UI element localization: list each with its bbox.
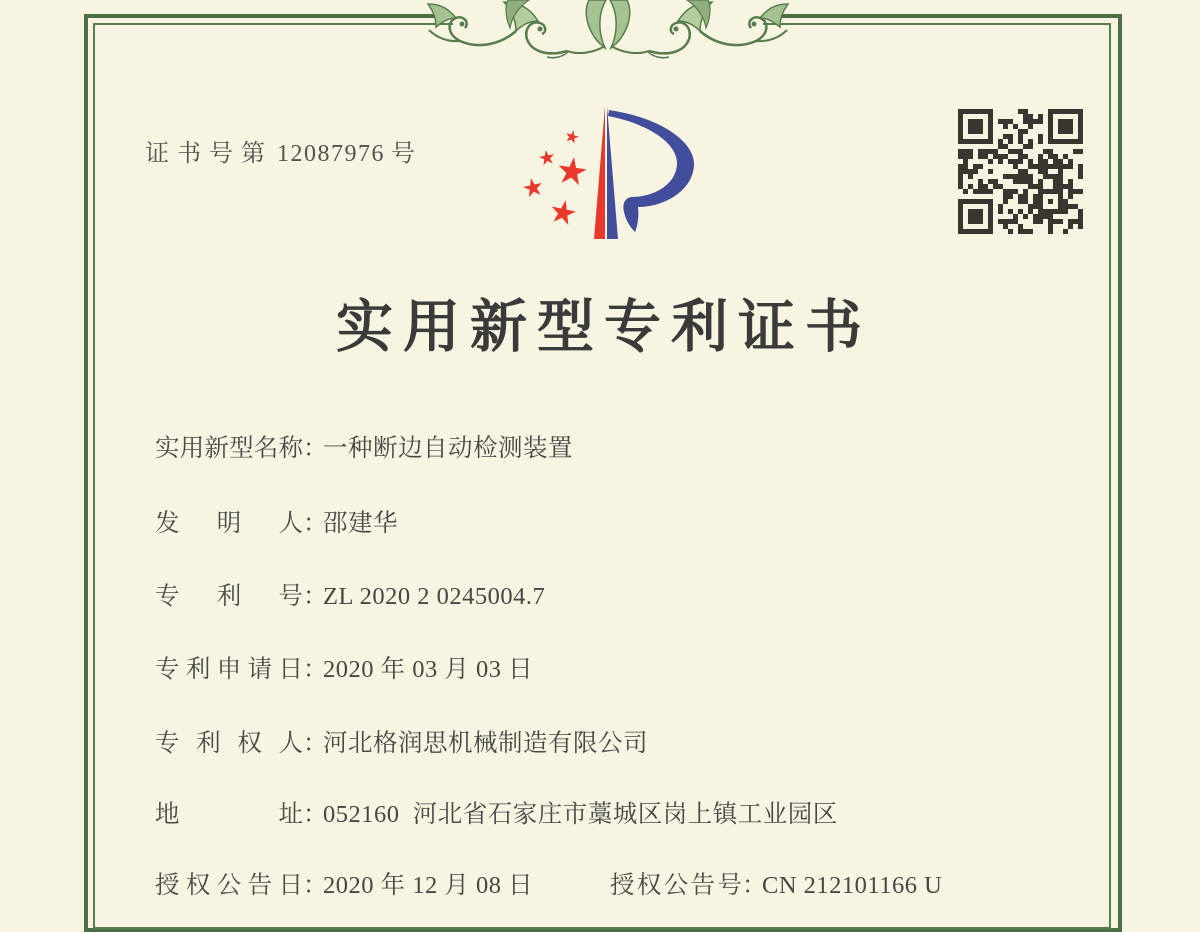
field-row-address [155, 800, 838, 832]
field-colon: ： [303, 583, 328, 610]
field-colon: ： [303, 510, 328, 537]
field-label: 授 权 公 告 日 [155, 872, 303, 899]
cnipa-logo [520, 98, 700, 243]
field-row-filing-date [155, 655, 533, 687]
field-label: 专 利 申 请 日 [155, 656, 303, 683]
field-value: ZL 2020 2 0245004.7 [323, 583, 546, 610]
field-value: 2020 年 03 月 03 日 [323, 656, 534, 683]
field-row-inventor [155, 509, 398, 541]
field-label: 发 明 人 [155, 510, 303, 537]
field-value: 一种断边自动检测装置 [323, 435, 573, 462]
field-value: CN 212101166 U [762, 872, 943, 899]
certificate-number [133, 106, 415, 168]
field-label: 实 用 新 型 名 称 [155, 435, 303, 462]
field-colon: ： [742, 872, 767, 899]
field-row-grant-number [610, 871, 942, 903]
certificate-title: 实用新型专利证书 [336, 296, 872, 359]
field-row-utility-model-name [155, 434, 573, 466]
field-label: 专 利 权 人 [155, 730, 303, 757]
field-colon: ： [303, 435, 328, 462]
floral-ornament [415, 0, 801, 64]
field-label: 授 权 公 告 号 [610, 872, 742, 899]
field-colon: ： [303, 872, 328, 899]
field-row-patent-number [155, 582, 545, 614]
field-colon: ： [303, 656, 328, 683]
field-label: 地 址 [155, 801, 303, 828]
field-colon: ： [303, 801, 328, 828]
field-value: 052160 河北省石家庄市藁城区岗上镇工业园区 [323, 801, 838, 828]
logo-stars [522, 129, 589, 226]
certificate-number-value: 12087976 [277, 141, 385, 167]
certificate-number-prefix: 证书号第 [145, 141, 273, 167]
qr-code [958, 109, 1083, 234]
field-value: 河北格润思机械制造有限公司 [323, 730, 648, 757]
field-value: 2020 年 12 月 08 日 [323, 872, 534, 899]
logo-p-shape [594, 106, 694, 239]
field-row-patentee [155, 729, 648, 761]
certificate-number-suffix: 号 [391, 141, 415, 167]
field-row-grant-date [155, 871, 943, 903]
field-label: 专 利 号 [155, 583, 303, 610]
field-value: 邵建华 [323, 510, 398, 537]
field-colon: ： [303, 730, 328, 757]
